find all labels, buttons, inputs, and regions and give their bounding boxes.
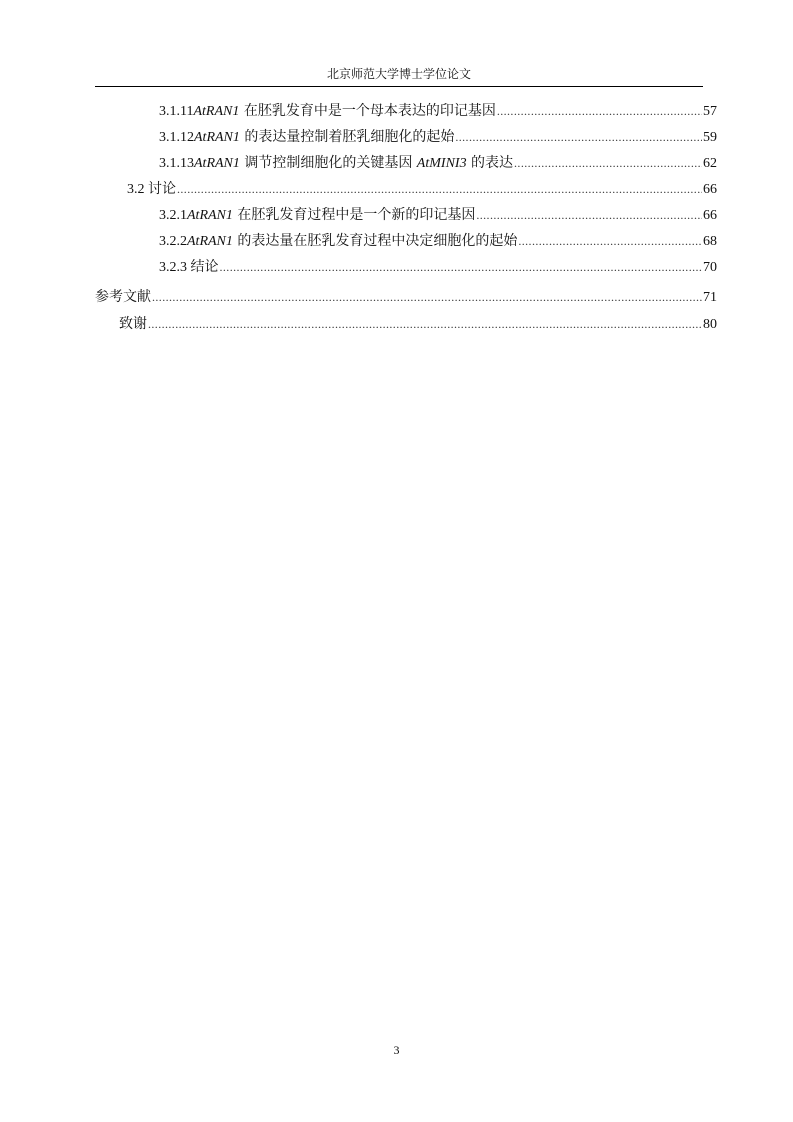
toc-leader-dots <box>152 284 702 310</box>
toc-entry-3-1-12[interactable] <box>159 124 717 150</box>
toc-page-number: 68 <box>703 234 717 249</box>
toc-leader-dots <box>514 150 702 176</box>
toc-page-number: 71 <box>703 290 717 305</box>
toc-leader-dots <box>220 254 703 280</box>
toc-page-number: 57 <box>703 104 717 119</box>
header-rule <box>95 86 703 87</box>
toc-entry-3-1-11[interactable] <box>159 98 717 124</box>
toc-leader-dots <box>148 311 702 337</box>
toc-page-number: 59 <box>703 130 717 145</box>
toc-entry-title: 3.2.1AtRAN1 在胚乳发育过程中是一个新的印记基因 <box>159 207 476 223</box>
toc-entry-3-2-3[interactable] <box>159 254 717 280</box>
toc-entry-title: 3.2 讨论 <box>127 181 176 197</box>
toc-entry-title: 3.1.13AtRAN1 调节控制细胞化的关键基因 AtMINI3 的表达 <box>159 155 514 171</box>
toc-entry-3-2[interactable] <box>127 176 717 202</box>
toc-entry-acknowledgements[interactable] <box>119 311 717 337</box>
toc-leader-dots <box>455 124 702 150</box>
toc-entry-references[interactable] <box>95 284 717 310</box>
toc-entry-title: 参考文献 <box>95 289 151 305</box>
page-header: 北京师范大学博士学位论文 <box>326 67 471 81</box>
toc-entry-3-2-2[interactable] <box>159 228 717 254</box>
toc-entry-3-1-13[interactable] <box>159 150 717 176</box>
toc-page-number: 66 <box>703 208 717 223</box>
toc-page-number: 80 <box>703 317 717 332</box>
toc-page-number: 66 <box>703 182 717 197</box>
page-number: 3 <box>393 1043 400 1057</box>
toc-entry-title: 3.1.12AtRAN1 的表达量控制着胚乳细胞化的起始 <box>159 129 455 145</box>
toc-page-number: 70 <box>703 260 717 275</box>
toc-entry-title: 致谢 <box>119 316 147 332</box>
toc-entry-title: 3.2.2AtRAN1 的表达量在胚乳发育过程中决定细胞化的起始 <box>159 233 518 249</box>
toc-page-number: 62 <box>703 156 717 171</box>
toc-leader-dots <box>476 202 702 228</box>
toc-leader-dots <box>497 98 702 124</box>
toc-leader-dots <box>518 228 702 254</box>
toc-entry-3-2-1[interactable] <box>159 202 717 228</box>
toc-leader-dots <box>177 176 702 202</box>
toc-entry-title: 3.1.11AtRAN1 在胚乳发育中是一个母本表达的印记基因 <box>159 103 496 119</box>
toc-entry-title: 3.2.3 结论 <box>159 259 219 275</box>
